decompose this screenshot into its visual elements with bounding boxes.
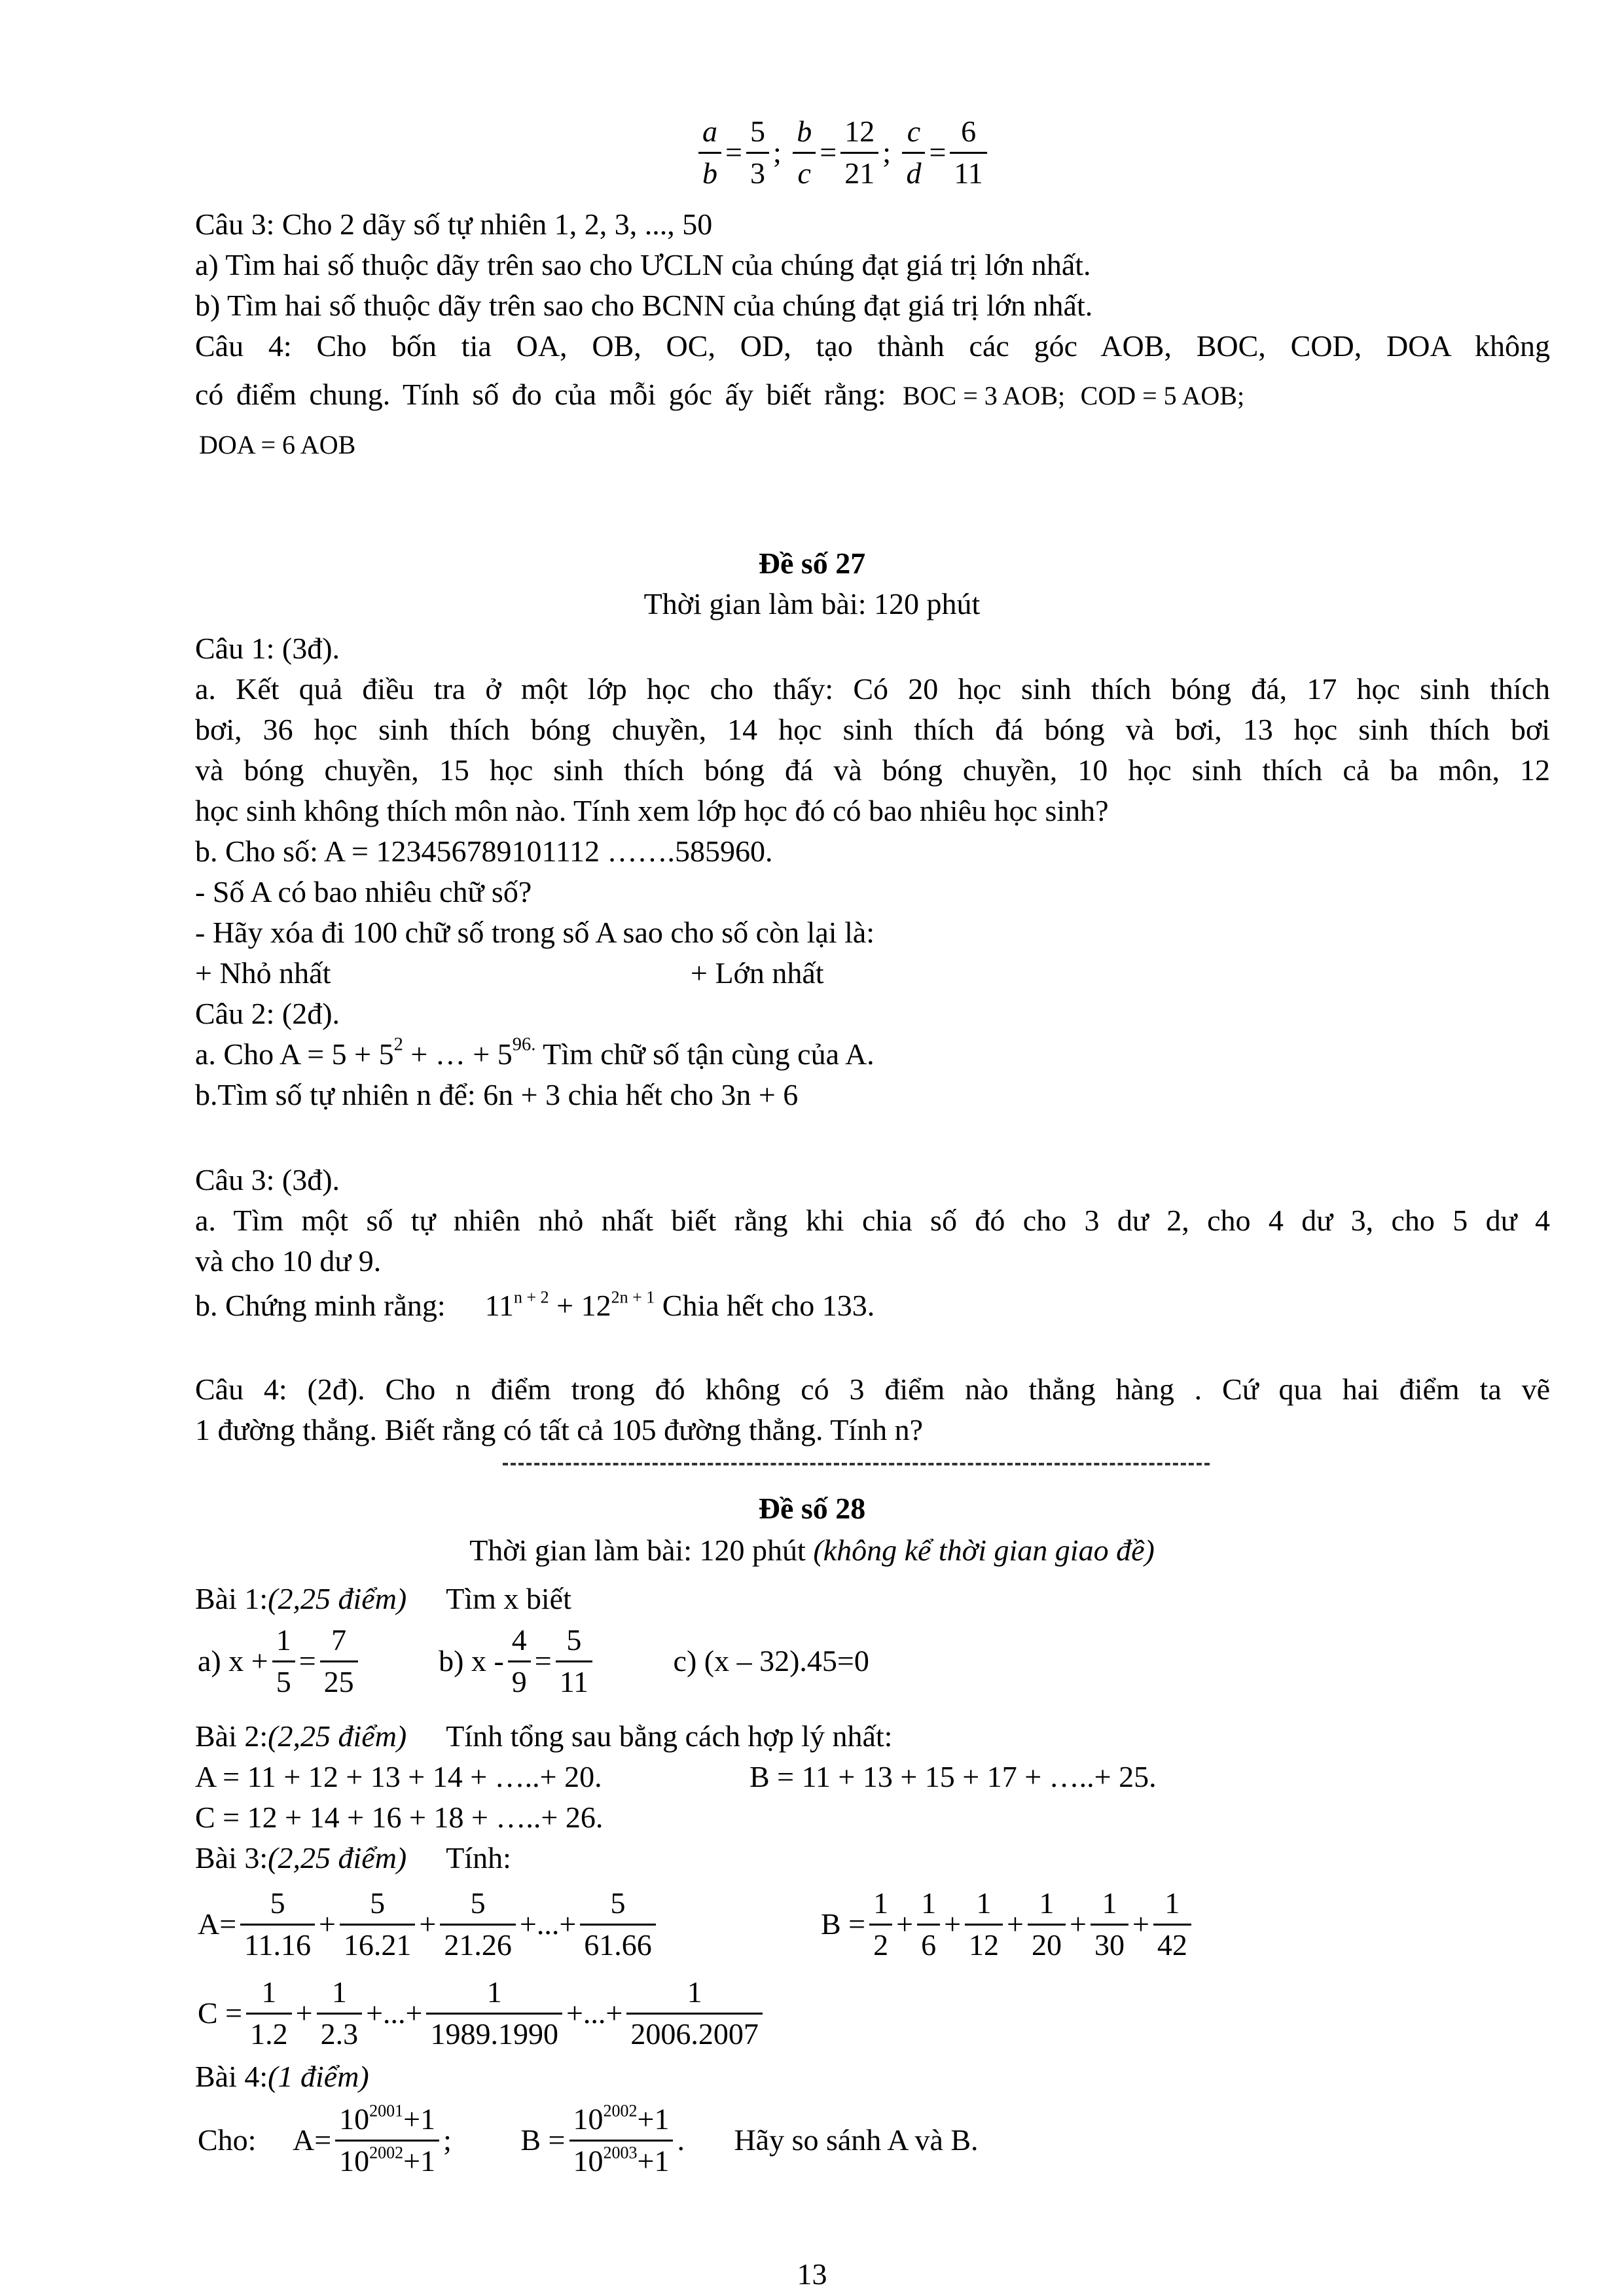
section-divider [503, 1463, 1210, 1465]
e27-q3a-line1: a. Tìm một số tự nhiên nhỏ nhất biết rằng khi chia số đó cho 3 dư 2, cho 4 dư 3, cho 5 dư 4 [195, 1204, 1550, 1237]
fraction: $\frac{4}{9}$ [508, 1623, 531, 1700]
e28-b1-heading: Bài 1:(2,25 điểm) Tìm x biết [195, 1582, 571, 1615]
question-4-line1: Câu 4: Cho bốn tia OA, OB, OC, OD, tạo thành các góc AOB, BOC, COD, DOA không [195, 329, 1550, 363]
fraction: $\frac{10^{2002}+1}{10^{2003}+1}$ [569, 2102, 674, 2179]
e27-q2b: b.Tìm số tự nhiên n để: 6n + 3 chia hết cho 3n + 6 [195, 1078, 799, 1111]
e27-q2-heading: Câu 2: (2đ). [195, 997, 340, 1030]
page-number: 13 [797, 2257, 827, 2291]
question-4-doa: DOA = 6 AOB [199, 430, 356, 459]
e27-q1b: b. Cho số: A = 123456789101112 …….585960. [195, 834, 773, 868]
exam-27-time: Thời gian làm bài: 120 phút [643, 587, 981, 620]
fraction: $\frac{5}{16.21}$ [340, 1886, 416, 1963]
fraction: $\frac{1}{1989.1990}$ [426, 1975, 562, 2052]
fraction: $\frac{1}{2}$ [869, 1886, 892, 1963]
exam-27-title: Đề số 27 [758, 547, 866, 580]
fraction: $\frac{1}{20}$ [1028, 1886, 1066, 1963]
fraction: $\frac{10^{2001}+1}{10^{2002}+1}$ [335, 2102, 439, 2179]
e27-q1a-line2: bơi, 36 học sinh thích bóng chuyền, 14 học sinh thích đá bóng và bơi, 13 học sinh thích bơi [195, 713, 1550, 746]
e28-b2-heading: Bài 2:(2,25 điểm) Tính tổng sau bằng cách hợp lý nhất: [195, 1719, 893, 1753]
e27-q1b-largest: + Lớn nhất [691, 956, 824, 990]
fraction: $\frac{7}{25}$ [320, 1623, 358, 1700]
ratio-line: $\frac{a}{b}$ = $\frac{5}{3}$ ; $\frac{b}{c}$ = $\frac{12}{21}$ ; $\frac{c}{d}$ = $\frac{6}{11}$ [697, 115, 988, 191]
fraction: $\frac{1}{6}$ [917, 1886, 940, 1963]
fraction: $\frac{12}{21}$ [840, 115, 878, 191]
question-4-line2: có điểm chung. Tính số đo của mỗi góc ấy biết rằng: BOC = 3 AOB; COD = 5 AOB; [195, 378, 1245, 411]
e28-b3-heading: Bài 3:(2,25 điểm) Tính: [195, 1841, 511, 1874]
fraction: $\frac{5}{11.16}$ [240, 1886, 315, 1963]
fraction: $\frac{5}{61.66}$ [580, 1886, 656, 1963]
e28-b3-expr-c: C = $\frac{1}{1.2}$ + $\frac{1}{2.3}$ +...+ $\frac{1}{1989.1990}$ +...+ $\frac{1}{2006.2007}$ [195, 1975, 764, 2052]
e28-b4-heading: Bài 4:(1 điểm) [195, 2060, 369, 2093]
e28-b3-expr-b: B = $\frac{1}{2}$ + $\frac{1}{6}$ + $\frac{1}{12}$ + $\frac{1}{20}$ + $\frac{1}{30}$ + $\frac{1}{42}$ [818, 1886, 1193, 1963]
question-3b: b) Tìm hai số thuộc dãy trên sao cho BCNN của chúng đạt giá trị lớn nhất. [195, 289, 1093, 322]
fraction: $\frac{1}{1.2}$ [246, 1975, 292, 2052]
fraction: $\frac{1}{5}$ [272, 1623, 295, 1700]
fraction: $\frac{1}{42}$ [1153, 1886, 1191, 1963]
fraction: $\frac{5}{3}$ [746, 115, 769, 191]
fraction: $\frac{5}{11}$ [556, 1623, 592, 1700]
fraction: $\frac{1}{2006.2007}$ [626, 1975, 763, 2052]
e28-b2-sum-c: C = 12 + 14 + 16 + 18 + …..+ 26. [195, 1801, 604, 1834]
exam-28-title: Đề số 28 [758, 1492, 866, 1525]
e27-q1b-item1: - Số A có bao nhiêu chữ số? [195, 875, 532, 908]
fraction: $\frac{c}{d}$ [902, 115, 925, 191]
e28-b3-expr-a: A= $\frac{5}{11.16}$ + $\frac{5}{16.21}$ + $\frac{5}{21.26}$ +...+ $\frac{5}{61.66}$ [195, 1886, 657, 1963]
fraction: $\frac{6}{11}$ [950, 115, 986, 191]
exam-28-time: Thời gian làm bài: 120 phút (không kể thời gian giao đề) [469, 1534, 1155, 1567]
fraction: $\frac{a}{b}$ [698, 115, 721, 191]
e28-b2-sum-a: A = 11 + 12 + 13 + 14 + …..+ 20. [195, 1760, 602, 1793]
fraction: $\frac{5}{21.26}$ [440, 1886, 516, 1963]
e27-q3b: b. Chứng minh rằng: $11^{n + 2} + 12^{2n + 1}$ Chia hết cho 133. [195, 1287, 875, 1322]
e28-b1-equations: a) x + $\frac{1}{5}$ = $\frac{7}{25}$ b) x - $\frac{4}{9}$ = $\frac{5}{11}$ c) (x – 32).45=0 [198, 1623, 869, 1698]
e27-q1a-line3: và bóng chuyền, 15 học sinh thích bóng đá và bóng chuyền, 10 học sinh thích cả ba môn, 12 [195, 753, 1550, 787]
e27-q1-heading: Câu 1: (3đ). [195, 632, 340, 665]
e27-q3-heading: Câu 3: (3đ). [195, 1163, 340, 1196]
e27-q4-line1: Câu 4: (2đ). Cho n điểm trong đó không có 3 điểm nào thẳng hàng . Cứ qua hai điểm ta vẽ [195, 1372, 1550, 1406]
e28-b2-sum-b: B = 11 + 13 + 15 + 17 + …..+ 25. [749, 1760, 1157, 1793]
e27-q1a-line4: học sinh không thích môn nào. Tính xem lớp học đó có bao nhiêu học sinh? [195, 794, 1109, 827]
e27-q4-line2: 1 đường thẳng. Biết rằng có tất cả 105 đường thẳng. Tính n? [195, 1413, 923, 1446]
e28-b4-expr: Cho: A= $\frac{10^{2001}+1}{10^{2002}+1}$ ; B = $\frac{10^{2002}+1}{10^{2003}+1}$ . Hãy so sánh A và B. [198, 2101, 979, 2178]
e27-q3a-line2: và cho 10 dư 9. [195, 1244, 382, 1278]
fraction: $\frac{1}{30}$ [1091, 1886, 1128, 1963]
question-3: Câu 3: Cho 2 dãy số tự nhiên 1, 2, 3, ..., 50 [195, 207, 713, 241]
fraction: $\frac{b}{c}$ [793, 115, 816, 191]
e27-q1a-line1: a. Kết quả điều tra ở một lớp học cho thấy: Có 20 học sinh thích bóng đá, 17 học sinh thích [195, 672, 1550, 706]
e27-q2a: a. Cho $A = 5 + 5^2$ + … + $5^{96.}$ Tìm chữ số tận cùng của A. [195, 1034, 875, 1071]
question-3a: a) Tìm hai số thuộc dãy trên sao cho ƯCLN của chúng đạt giá trị lớn nhất. [195, 248, 1091, 281]
e27-q1b-smallest: + Nhỏ nhất [195, 956, 331, 990]
fraction: $\frac{1}{2.3}$ [317, 1975, 363, 2052]
fraction: $\frac{1}{12}$ [965, 1886, 1003, 1963]
e27-q1b-item2: - Hãy xóa đi 100 chữ số trong số A sao cho số còn lại là: [195, 916, 875, 949]
